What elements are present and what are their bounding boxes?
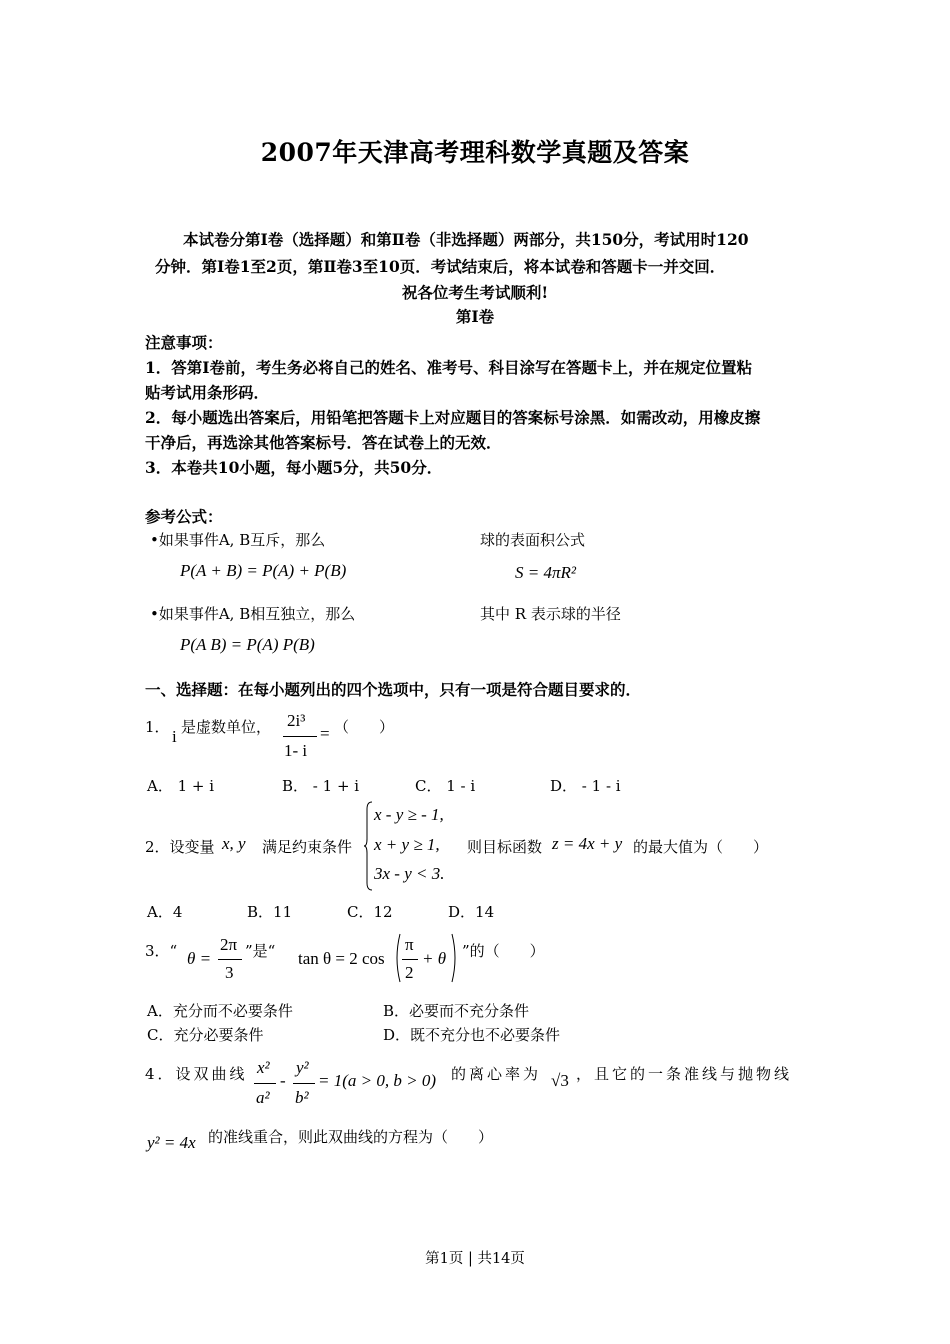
q1-option-b: B． - 1 + i	[282, 777, 360, 795]
q1-option-c: C． 1 - i	[415, 777, 476, 795]
q4-x-squared: x²	[257, 1058, 270, 1077]
q2-option-d: D．14	[448, 903, 495, 921]
q4-parabola: y² = 4x	[147, 1133, 196, 1152]
formula-3-label: •如果事件A, B相互独立，那么	[150, 605, 356, 623]
q3-theta: θ =	[187, 949, 212, 968]
section-heading: 一、选择题：在每小题列出的四个选项中，只有一项是符合题目要求的．	[145, 680, 642, 699]
q3-denominator: 3	[225, 963, 234, 982]
page-title: 2007年天津高考理科数学真题及答案	[260, 138, 690, 167]
formula-2-label: 球的表面积公式	[480, 531, 586, 549]
q3-option-b: B．必要而不充分条件	[383, 1002, 530, 1020]
q1-numerator: 2i³	[287, 711, 306, 730]
q1-blank: （ ）	[334, 718, 395, 736]
q1-equals: =	[320, 724, 330, 743]
q3-pi: π	[405, 935, 414, 954]
q2-text-3: 则目标函数	[467, 838, 543, 856]
q3-text-2: ”是“	[245, 942, 276, 960]
q2-option-b: B．11	[247, 903, 293, 921]
q2-constraint-3: 3x - y < 3.	[374, 864, 445, 883]
q2-brace	[364, 801, 374, 891]
q1-option-a: A． 1 + i	[147, 777, 215, 795]
notice-item: 1．答第Ⅰ卷前，考生务必将自己的姓名、准考号、科目涂写在答题卡上，并在规定位置粘	[145, 358, 753, 377]
q1-denominator: 1- i	[284, 741, 308, 760]
q4-minus: -	[280, 1071, 286, 1090]
q3-text-1: 3．“	[145, 942, 178, 960]
good-luck: 祝各位考生考试顺利!	[401, 283, 549, 302]
notice-item: 2．每小题选出答案后，用铅笔把答题卡上对应题目的答案标号涂黑．如需改动，用橡皮擦	[145, 408, 761, 427]
q4-fraction-bar-2	[293, 1083, 315, 1084]
q3-text-3: ”的（ ）	[462, 942, 545, 960]
formula-2-equation: S = 4πR²	[515, 563, 576, 582]
formula-4-label: 其中 R 表示球的半径	[480, 605, 621, 623]
q4-sqrt3: √3	[551, 1071, 569, 1090]
notice-heading: 注意事项：	[145, 333, 223, 352]
q4-fraction-bar-1	[254, 1083, 276, 1084]
q3-numerator: 2π	[220, 935, 238, 954]
q2-variables: x, y	[222, 834, 246, 853]
q4-a-squared: a²	[256, 1088, 270, 1107]
q3-two: 2	[405, 963, 414, 982]
q3-option-c: C．充分必要条件	[147, 1026, 264, 1044]
q1-fraction-bar	[283, 736, 317, 737]
formula-3-equation: P(A B) = P(A) P(B)	[180, 635, 315, 654]
volume-heading: 第Ⅰ卷	[455, 307, 495, 326]
q1-i: i	[172, 727, 177, 746]
q4-y-squared: y²	[296, 1058, 309, 1077]
notice-item: 干净后，再选涂其他答案标号．答在试卷上的无效．	[145, 433, 502, 452]
q3-right-paren	[451, 933, 459, 983]
q3-fraction-bar	[218, 959, 242, 960]
q1-option-d: D． - 1 - i	[550, 777, 621, 795]
q2-text-2: 满足约束条件	[262, 838, 353, 856]
q2-objective: z = 4x + y	[552, 834, 623, 853]
q4-text-1: 4．设双曲线	[145, 1065, 248, 1083]
q3-option-a: A．充分而不必要条件	[147, 1002, 293, 1020]
q2-option-c: C．12	[347, 903, 393, 921]
formula-1-equation: P(A + B) = P(A) + P(B)	[180, 561, 347, 580]
q3-tan-expression: tan θ = 2 cos	[298, 949, 385, 968]
intro-line-2: 分钟．第Ⅰ卷1至2页，第Ⅱ卷3至10页．考试结束后，将本试卷和答题卡一并交回．	[155, 257, 726, 276]
q1-text: 是虚数单位，	[181, 718, 272, 736]
q4-condition: = 1(a > 0, b > 0)	[318, 1071, 436, 1090]
formulas-heading: 参考公式：	[145, 507, 223, 526]
q3-option-d: D．既不充分也不必要条件	[383, 1026, 561, 1044]
intro-line-1: 本试卷分第Ⅰ卷（选择题）和第Ⅱ卷（非选择题）两部分，共150分，考试用时120	[183, 230, 749, 249]
q4-b-squared: b²	[295, 1088, 309, 1107]
q1-number: 1．	[145, 718, 170, 736]
q2-constraint-1: x - y ≥ - 1,	[374, 805, 444, 824]
q3-left-paren	[393, 933, 401, 983]
q4-text-4: 的准线重合，则此双曲线的方程为（ ）	[208, 1128, 494, 1146]
q3-inner-bar	[402, 959, 418, 960]
page-footer: 第1页 | 共14页	[425, 1251, 525, 1267]
q2-option-a: A．4	[147, 903, 183, 921]
q4-text-2: 的离心率为	[451, 1065, 542, 1083]
q2-text-1: 2．设变量	[145, 838, 215, 856]
notice-item: 贴考试用条形码．	[145, 383, 270, 402]
q3-plus-theta: + θ	[422, 949, 447, 968]
q2-constraint-2: x + y ≥ 1,	[374, 835, 440, 854]
q4-text-3: ，且它的一条准线与抛物线	[576, 1065, 793, 1083]
notice-item: 3．本卷共10小题，每小题5分，共50分．	[145, 458, 443, 477]
formula-1-label: •如果事件A, B互斥，那么	[150, 531, 326, 549]
q2-text-4: 的最大值为（ ）	[633, 838, 769, 856]
